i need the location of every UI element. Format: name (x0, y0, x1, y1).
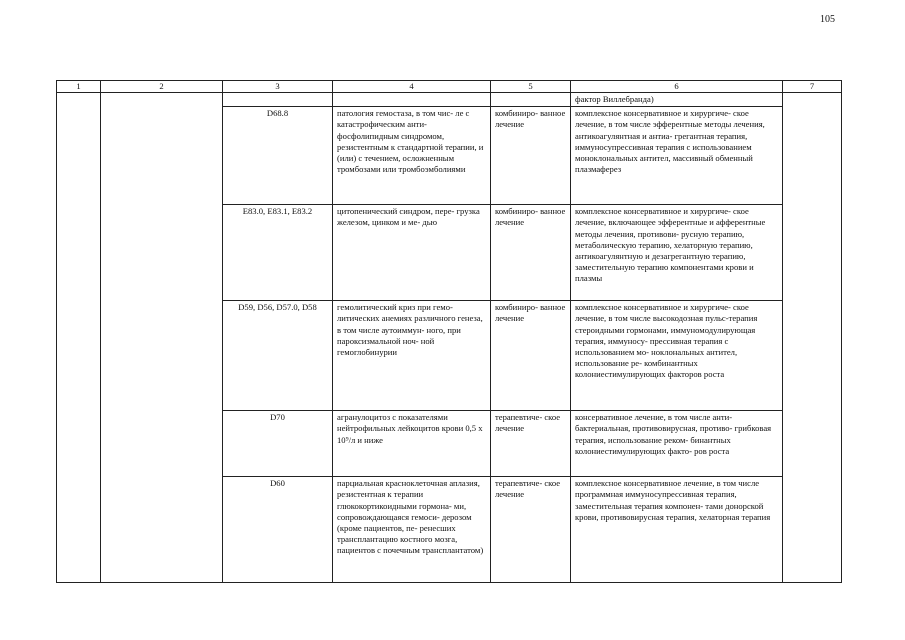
col1-cell (57, 93, 101, 583)
col7-cell (783, 93, 842, 583)
condition-cell: агранулоцитоз с показателями нейтрофильных лейкоцитов крови 0,5 x 10⁹/л и ниже (333, 411, 491, 477)
method-cell: консервативное лечение, в том числе анти- бактериальная, противовирусная, противо- грибковая терапия, использование реком- бинантных колониестимулирующих факто- ров роста (571, 411, 783, 477)
code-cell: D68.8 (223, 107, 333, 205)
header-cell-4: 4 (333, 81, 491, 93)
header-row (57, 81, 842, 93)
code-cell: D59, D56, D57.0, D58 (223, 301, 333, 411)
col2-cell (101, 93, 223, 583)
treatment-type-cell (491, 93, 571, 107)
treatment-type-cell: комбиниро- ванное лечение (491, 301, 571, 411)
header-cell-1: 1 (57, 81, 101, 93)
header-cell-7: 7 (783, 81, 842, 93)
header-cell-3: 3 (223, 81, 333, 93)
method-cell: фактор Виллебранда) (571, 93, 783, 107)
treatment-type-cell: терапевтиче- ское лечение (491, 477, 571, 583)
code-cell (223, 93, 333, 107)
method-cell: комплексное консервативное лечение, в том числе программная иммуносупрессивная терапия, заместительная терапия компонен- тами донорской крови, противовирусная терапия, хелаторная терапия (571, 477, 783, 583)
condition-cell: парциальная красноклеточная аплазия, резистентная к терапии глюкокортикоидными гормона- ми, сопровождающаяся гемоси- дерозом (кроме пациентов, пе- ренесших трансплантацию костного мозга, пациентов с почечным трансплантатом) (333, 477, 491, 583)
treatment-table (56, 80, 842, 583)
header-cell-6: 6 (571, 81, 783, 93)
treatment-type-cell: комбиниро- ванное лечение (491, 107, 571, 205)
continuation-row (57, 93, 842, 107)
treatment-type-cell: терапевтиче- ское лечение (491, 411, 571, 477)
treatment-type-cell: комбиниро- ванное лечение (491, 205, 571, 301)
code-cell: D70 (223, 411, 333, 477)
condition-cell (333, 93, 491, 107)
condition-cell: цитопенический синдром, пере- грузка железом, цинком и ме- дью (333, 205, 491, 301)
code-cell: D60 (223, 477, 333, 583)
code-cell: E83.0, E83.1, E83.2 (223, 205, 333, 301)
condition-cell: патология гемостаза, в том чис- ле с катастрофическим анти- фосфолипидным синдромом, резистентным к стандартной терапии, и (или) с течением, осложненным тромбозами или тромбоэмболиями (333, 107, 491, 205)
page-number: 105 (820, 14, 835, 25)
method-cell: комплексное консервативное и хирургиче- ское лечение, включающее эфферентные и афферентные методы лечения, противови- русную терапию, метаболическую терапию, хелаторную терапию, антикоагулянтную и дезагрегантную терапию, заместительную терапию компонентами крови и плазмы (571, 205, 783, 301)
method-cell: комплексное консервативное и хирургиче- ское лечение, в том числе высокодозная пульс-терапия стероидными гормонами, иммуномодулирующая терапия, иммуносу- прессивная терапия с использованием мо- ноклональных антител, использование ре- комбинантных колониестимулирующих факторов роста (571, 301, 783, 411)
condition-cell: гемолитический криз при гемо- литических анемиях различного генеза, в том числе аутоиммун- ного, при пароксизмальной ноч- ной гемоглобинурии (333, 301, 491, 411)
header-cell-5: 5 (491, 81, 571, 93)
method-cell: комплексное консервативное и хирургиче- ское лечение, в том числе эфферентные методы лечения, антикоагулянтная и антиа- грегантная терапия, иммуносупрессивная терапия с использованием моноклональных антител, массивный обменный плазмаферез (571, 107, 783, 205)
header-cell-2: 2 (101, 81, 223, 93)
